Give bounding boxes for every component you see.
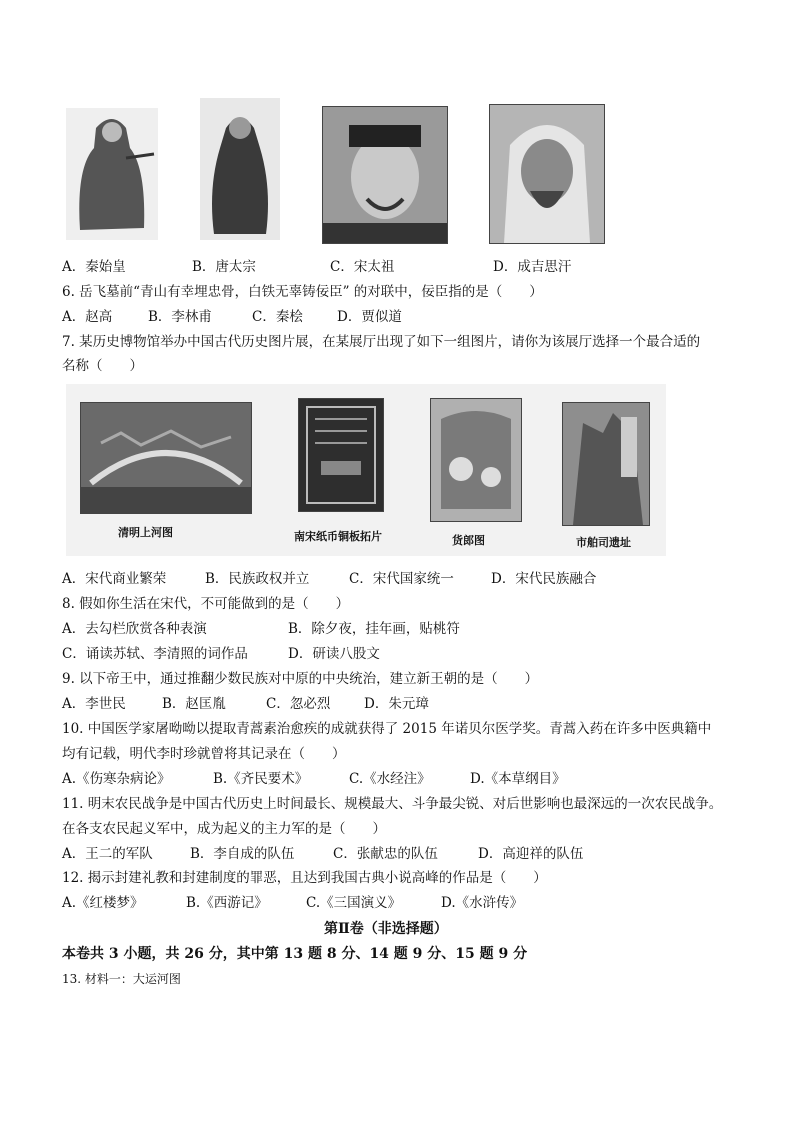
- q9-stem: 9. 以下帝王中，通过推翻少数民族对中原的中央统治，建立新王朝的是（ ）: [62, 671, 539, 687]
- q8-option-a[interactable]: A．去勾栏欣赏各种表演: [62, 621, 207, 637]
- q12-option-b[interactable]: B.《西游记》: [186, 895, 268, 911]
- q9-option-d[interactable]: D．朱元璋: [364, 696, 429, 712]
- q12-stem: 12. 揭示封建礼教和封建制度的罪恶，且达到我国古典小说高峰的作品是（ ）: [62, 870, 547, 886]
- part2-instructions: 本卷共 3 小题，共 26 分，其中第 13 题 8 分、14 题 9 分、15 题 9 分: [62, 946, 528, 962]
- q7-option-b[interactable]: B．民族政权并立: [205, 571, 310, 587]
- q11-option-d[interactable]: D．高迎祥的队伍: [478, 846, 584, 862]
- q12-option-d[interactable]: D.《水浒传》: [441, 895, 524, 911]
- q6-option-b[interactable]: B．李林甫: [148, 309, 212, 325]
- q10-option-c[interactable]: C.《水经注》: [349, 771, 431, 787]
- q10-option-b[interactable]: B.《齐民要术》: [213, 771, 309, 787]
- q7-image-shibosi: [562, 402, 650, 526]
- q10-option-d[interactable]: D.《本草纲目》: [470, 771, 566, 787]
- q8-option-c[interactable]: C．诵读苏轼、李清照的词作品: [62, 646, 248, 662]
- q7-stem-line1: 7. 某历史博物馆举办中国古代历史图片展，在某展厅出现了如下一组图片，请你为该展厅选择一个最合适的: [62, 334, 701, 350]
- q8-stem: 8. 假如你生活在宋代，不可能做到的是（ ）: [62, 596, 350, 612]
- q13-label: 13. 材料一：大运河图: [62, 972, 181, 986]
- q6-stem: 6. 岳飞墓前“青山有幸埋忠骨，白铁无辜铸佞臣” 的对联中，佞臣指的是（ ）: [62, 284, 543, 300]
- q8-option-d[interactable]: D．研读八股文: [288, 646, 380, 662]
- q7-option-c[interactable]: C．宋代国家统一: [349, 571, 454, 587]
- q9-option-b[interactable]: B．赵匡胤: [162, 696, 226, 712]
- q5-option-d[interactable]: D．成吉思汗: [493, 259, 572, 275]
- q11-option-b[interactable]: B．李自成的队伍: [190, 846, 295, 862]
- q7-option-a[interactable]: A．宋代商业繁荣: [62, 571, 167, 587]
- q7-caption-1: 清明上河图: [118, 526, 173, 539]
- q7-caption-3: 货郎图: [452, 534, 485, 547]
- emperor-standing-portrait-1: [66, 108, 158, 240]
- q10-stem-line1: 10. 中国医学家屠呦呦以提取青蒿素治愈疾的成就获得了 2015 年诺贝尔医学奖。青蒿入药在许多中医典籍中: [62, 721, 712, 737]
- emperor-standing-portrait-2: [200, 98, 280, 240]
- q5-option-c[interactable]: C．宋太祖: [330, 259, 395, 275]
- q12-option-a[interactable]: A.《红楼梦》: [62, 895, 144, 911]
- q10-stem-line2: 均有记载，明代李时珍就曾将其记录在（ ）: [62, 746, 346, 762]
- emperor-face-portrait-3: [322, 106, 448, 244]
- q12-option-c[interactable]: C.《三国演义》: [306, 895, 402, 911]
- q7-image-huolang: [430, 398, 522, 522]
- q11-stem-line2: 在各支农民起义军中，成为起义的主力军的是（ ）: [62, 821, 386, 837]
- q7-image-paper-money: [298, 398, 384, 512]
- q6-option-c[interactable]: C．秦桧: [252, 309, 303, 325]
- q9-option-c[interactable]: C．忽必烈: [266, 696, 331, 712]
- emperor-face-portrait-4: [489, 104, 605, 244]
- q6-option-a[interactable]: A．赵高: [62, 309, 113, 325]
- q8-option-b[interactable]: B．除夕夜，挂年画，贴桃符: [288, 621, 460, 637]
- q7-stem-line2: 名称（ ）: [62, 358, 143, 374]
- q11-stem-line1: 11. 明末农民战争是中国古代历史上时间最长、规模最大、斗争最尖锐、对后世影响也最深远的一次农民战争。: [62, 796, 723, 812]
- q5-option-b[interactable]: B．唐太宗: [192, 259, 256, 275]
- q10-option-a[interactable]: A.《伤寒杂病论》: [62, 771, 171, 787]
- q5-option-a[interactable]: A．秦始皇: [62, 259, 126, 275]
- q7-image-qingming: [80, 402, 252, 514]
- q11-option-a[interactable]: A．王二的军队: [62, 846, 153, 862]
- q9-option-a[interactable]: A．李世民: [62, 696, 126, 712]
- q11-option-c[interactable]: C．张献忠的队伍: [333, 846, 438, 862]
- q7-caption-2: 南宋纸币铜板拓片: [294, 530, 382, 543]
- part2-title: 第Ⅱ卷（非选择题）: [324, 921, 448, 937]
- q7-caption-4: 市舶司遗址: [576, 536, 631, 549]
- q6-option-d[interactable]: D．贾似道: [337, 309, 402, 325]
- q7-option-d[interactable]: D．宋代民族融合: [491, 571, 597, 587]
